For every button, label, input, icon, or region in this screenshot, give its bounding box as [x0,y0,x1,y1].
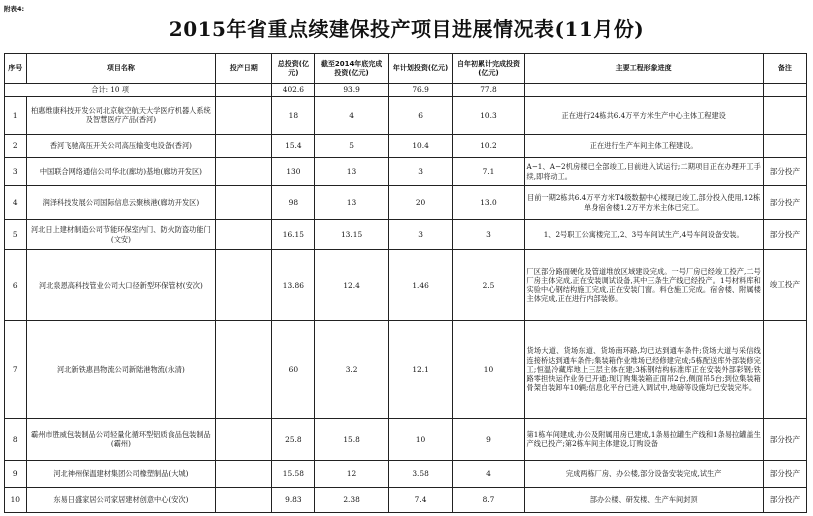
total-row [5,84,807,97]
progress: 部办公楼、研发楼、生产车间封顶 [524,487,763,512]
note: 部分投产 [763,219,806,249]
project-name: 香河飞驰高压开关公司高压输变电设备(香河) [26,134,216,157]
table-row [5,158,807,186]
done-2014: 4 [315,97,388,135]
table-row [5,250,807,321]
done-2014: 15.8 [315,418,388,461]
ytd-investment: 10.2 [453,134,524,157]
col-header-name: 项目名称 [26,54,216,84]
note [763,97,806,135]
start-date [216,134,272,157]
ytd-investment: 7.1 [453,158,524,186]
total-investment: 18 [272,97,315,135]
project-name: 东易日盛家居公司家居建材创意中心(安次) [26,487,216,512]
table-row [5,186,807,219]
total-investment: 15.58 [272,461,315,487]
row-no: 4 [5,186,27,219]
row-no: 9 [5,461,27,487]
plan-investment: 3.58 [388,461,453,487]
table-row [5,487,807,512]
col-header-date: 投产日期 [216,54,272,84]
ytd-investment: 2.5 [453,250,524,321]
progress: 正在进行生产车间主体工程建设。 [524,134,763,157]
row-no: 7 [5,321,27,418]
col-header-note: 备注 [763,54,806,84]
total-plan: 76.9 [388,84,453,97]
total-investment: 60 [272,321,315,418]
project-name: 河北泉恩高科技管业公司大口径新型环保管材(安次) [26,250,216,321]
project-name: 中国联合网络通信公司华北(廊坊)基地(廊坊开发区) [26,158,216,186]
plan-investment: 6 [388,97,453,135]
done-2014: 13.15 [315,219,388,249]
project-name: 霸州市胜威包装制品公司轻量化循环型铝质食品包装制品(霸州) [26,418,216,461]
total-investment: 402.6 [272,84,315,97]
row-no: 5 [5,219,27,249]
col-header-ytd: 自年初累计完成投资(亿元) [453,54,524,84]
project-name: 河北神州保温建材集团公司橡塑制品(大城) [26,461,216,487]
start-date [216,250,272,321]
table-row [5,97,807,135]
ytd-investment: 10.3 [453,97,524,135]
start-date [216,97,272,135]
plan-investment: 10.4 [388,134,453,157]
start-date [216,219,272,249]
row-no: 10 [5,487,27,512]
progress: 1、2号职工公寓楼完工,2、3号车间试生产,4号车间设备安装。 [524,219,763,249]
done-2014: 12.4 [315,250,388,321]
done-2014: 12 [315,461,388,487]
start-date [216,186,272,219]
note [763,134,806,157]
col-header-no: 序号 [5,54,27,84]
col-header-total: 总投资(亿元) [272,54,315,84]
plan-investment: 3 [388,219,453,249]
table-row [5,219,807,249]
done-2014: 2.38 [315,487,388,512]
project-table [4,53,807,513]
start-date [216,487,272,512]
note: 部分投产 [763,487,806,512]
plan-investment: 12.1 [388,321,453,418]
table-row [5,418,807,461]
start-date [216,461,272,487]
done-2014: 3.2 [315,321,388,418]
project-name: 柏惠维康科技开发公司北京航空航天大学医疗机器人系统及智慧医疗产品(香河) [26,97,216,135]
col-header-progress: 主要工程形象进度 [524,54,763,84]
total-investment: 13.86 [272,250,315,321]
ytd-investment: 8.7 [453,487,524,512]
note: 部分投产 [763,461,806,487]
ytd-investment: 10 [453,321,524,418]
plan-investment: 3 [388,158,453,186]
attachment-label: 附表4: [4,5,25,13]
header-row [5,54,807,84]
note: 部分投产 [763,186,806,219]
row-no: 8 [5,418,27,461]
note: 部分投产 [763,158,806,186]
progress: 目前一期2栋共6.4万平方米T4级数据中心楼现已竣工,部分投入使用,12栋单身宿舍楼1.2万平方米主体已完工。 [524,186,763,219]
page-title: 2015年省重点续建保投产项目进展情况表(11月份) [168,17,645,41]
row-no: 3 [5,158,27,186]
plan-investment: 7.4 [388,487,453,512]
col-header-done2014: 截至2014年底完成投资(亿元) [315,54,388,84]
table-row [5,134,807,157]
done-2014: 5 [315,134,388,157]
note: 部分投产 [763,418,806,461]
project-name: 河北日上建材制造公司节能环保室内门、防火防盗功能门(文安) [26,219,216,249]
ytd-investment: 3 [453,219,524,249]
table-row [5,321,807,418]
total-investment: 15.4 [272,134,315,157]
col-header-plan: 年计划投资(亿元) [388,54,453,84]
progress: 厂区部分路面硬化及管道堆放区域建设完成。一号厂房已经竣工投产,二号厂房主体完成,正在安装调试设备,其中三条生产线已经投产。1号材料库和实验中心钢结构施工完成,正在安装门窗。料仓施工完成。宿舍楼、附属楼主体完成,正在进行内部装修。 [524,250,763,321]
done-2014: 13 [315,186,388,219]
total-ytd: 77.8 [453,84,524,97]
total-investment: 25.8 [272,418,315,461]
project-name: 润泽科技发展公司国际信息云聚核港(廊坊开发区) [26,186,216,219]
total-investment: 98 [272,186,315,219]
plan-investment: 1.46 [388,250,453,321]
table-row [5,461,807,487]
start-date [216,321,272,418]
note: 竣工投产 [763,250,806,321]
progress: 货场大道、货场东道、货场南环路,均已达到通车条件;货场大道与采信线连接桥达到通车条件;集装箱作业堆场已经修建完成;5栋配送库外部装修完工;恒温冷藏库地上三层主体在建;3栋钢结构标准库正在安装外部彩钢;铁路零担快运作业务已开通;现订购集装箱正面吊2台,侧面吊5台;到位集装箱骨架自装卸车10辆;信息化平台已进入调试中,地磅等设施均已安装完毕。 [524,321,763,418]
total-investment: 16.15 [272,219,315,249]
total-investment: 130 [272,158,315,186]
progress: A−1、A−2机房楼已全部竣工,目前进入试运行;二期项目正在办理开工手续,即将动工。 [524,158,763,186]
row-no: 2 [5,134,27,157]
progress: 正在进行24栋共6.4万平方米生产中心主体工程建设 [524,97,763,135]
plan-investment: 10 [388,418,453,461]
ytd-investment: 4 [453,461,524,487]
plan-investment: 20 [388,186,453,219]
start-date [216,158,272,186]
note [763,321,806,418]
row-no: 6 [5,250,27,321]
done-2014: 13 [315,158,388,186]
start-date [216,418,272,461]
progress: 第1栋车间建成,办公及附属用房已建成,1条易拉罐生产线和1条易拉罐盖生产线已投产;第2栋车间主体建设,订购设备 [524,418,763,461]
total-label: 合计: 10 项 [5,84,216,97]
project-name: 河北新铁惠昌物流公司新陆港物流(永清) [26,321,216,418]
ytd-investment: 9 [453,418,524,461]
row-no: 1 [5,97,27,135]
total-done2014: 93.9 [315,84,388,97]
ytd-investment: 13.0 [453,186,524,219]
total-investment: 9.83 [272,487,315,512]
progress: 完成两栋厂房、办公楼,部分设备安装完成,试生产 [524,461,763,487]
